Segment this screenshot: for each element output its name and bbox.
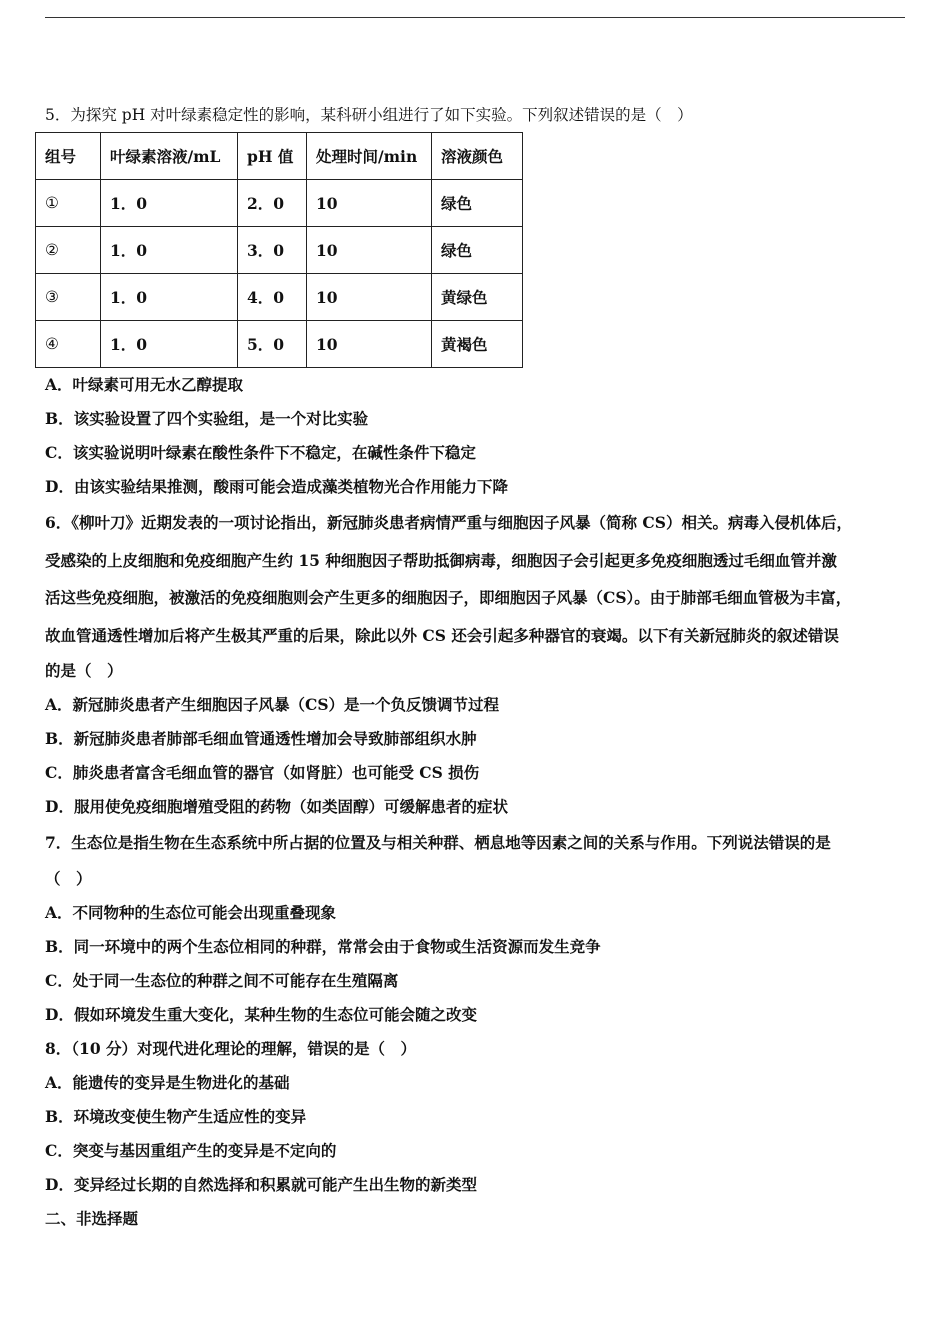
q7-option-c: C．处于同一生态位的种群之间不可能存在生殖隔离	[45, 970, 399, 990]
table-header: 组号	[36, 133, 101, 180]
q5-option-a: A．叶绿素可用无水乙醇提取	[45, 375, 244, 394]
q5-option-d: D．由该实验结果推测，酸雨可能会造成藻类植物光合作用能力下降	[45, 477, 508, 496]
table-header: 处理时间/min	[307, 133, 432, 180]
q6-stem-line: 故血管通透性增加后将产生极其严重的后果，除此以外 CS 还会引起多种器官的衰竭。以下有关新冠肺炎的叙述错误	[45, 625, 839, 645]
q8-option-d: D．变异经过长期的自然选择和积累就可能产生出生物的新类型	[45, 1174, 477, 1194]
q8-option-c: C．突变与基因重组产生的变异是不定向的	[45, 1140, 337, 1160]
exam-page	[45, 98, 915, 1236]
table-row	[36, 321, 523, 368]
section-heading: 二、非选择题	[45, 1208, 139, 1228]
table-cell: 4．0	[238, 274, 307, 321]
q6-stem-line: 受感染的上皮细胞和免疫细胞产生约 15 种细胞因子帮助抵御病毒，细胞因子会引起更多免疫细胞透过毛细血管并激	[45, 550, 837, 570]
table-cell: ①	[36, 180, 101, 227]
table-row	[36, 227, 523, 274]
table-cell: 绿色	[432, 227, 523, 274]
q7-option-d: D．假如环境发生重大变化，某种生物的生态位可能会随之改变	[45, 1004, 477, 1024]
table-cell: 黄绿色	[432, 274, 523, 321]
table-cell: 3．0	[238, 227, 307, 274]
q6-option-b: B．新冠肺炎患者肺部毛细血管通透性增加会导致肺部组织水肿	[45, 729, 477, 748]
table-cell: 5．0	[238, 321, 307, 368]
table-header: pH 值	[238, 133, 307, 180]
q6-stem-line: 的是（ ）	[45, 661, 123, 680]
table-cell: 绿色	[432, 180, 523, 227]
table-cell: 1．0	[101, 180, 238, 227]
q5-option-b: B．该实验设置了四个实验组，是一个对比实验	[45, 409, 369, 428]
q5-table	[35, 132, 523, 368]
table-cell: 10	[307, 321, 432, 368]
q8-option-b: B．环境改变使生物产生适应性的变异	[45, 1106, 307, 1126]
table-cell: 10	[307, 227, 432, 274]
q7-option-a: A．不同物种的生态位可能会出现重叠现象	[45, 902, 337, 922]
table-header-row	[36, 133, 523, 180]
q7-stem-line: 7．生态位是指生物在生态系统中所占据的位置及与相关种群、栖息地等因素之间的关系与作用。下列说法错误的是	[45, 833, 831, 852]
q5-option-c: C．该实验说明叶绿素在酸性条件下不稳定，在碱性条件下稳定	[45, 443, 476, 462]
table-cell: 10	[307, 180, 432, 227]
table-cell: ④	[36, 321, 101, 368]
q6-stem-line: 活这些免疫细胞，被激活的免疫细胞则会产生更多的细胞因子，即细胞因子风暴（CS）。由于肺部毛细血管极为丰富，	[45, 588, 852, 607]
table-cell: 10	[307, 274, 432, 321]
table-row	[36, 180, 523, 227]
table-cell: ②	[36, 227, 101, 274]
table-cell: 1．0	[101, 321, 238, 368]
q6-option-a: A．新冠肺炎患者产生细胞因子风暴（CS）是一个负反馈调节过程	[45, 695, 500, 714]
table-cell: 1．0	[101, 274, 238, 321]
table-header: 溶液颜色	[432, 133, 523, 180]
table-cell: ③	[36, 274, 101, 321]
table-cell: 黄褐色	[432, 321, 523, 368]
q8-stem: 8．（10 分）对现代进化理论的理解，错误的是（ ）	[45, 1038, 417, 1058]
q7-option-b: B．同一环境中的两个生态位相同的种群，常常会由于食物或生活资源而发生竞争	[45, 936, 601, 956]
q6-stem-line: 6．《柳叶刀》近期发表的一项讨论指出，新冠肺炎患者病情严重与细胞因子风暴（简称 CS）相关。病毒入侵机体后，	[45, 513, 852, 532]
q7-stem-line: （ ）	[45, 868, 92, 888]
header-rule	[45, 17, 905, 18]
table-cell: 1．0	[101, 227, 238, 274]
q6-option-c: C．肺炎患者富含毛细血管的器官（如肾脏）也可能受 CS 损伤	[45, 763, 480, 782]
table-cell: 2．0	[238, 180, 307, 227]
table-header: 叶绿素溶液/mL	[101, 133, 238, 180]
q5-stem: 5．为探究 pH 对叶绿素稳定性的影响，某科研小组进行了如下实验。下列叙述错误的是（ ）	[45, 106, 693, 124]
q6-option-d: D．服用使免疫细胞增殖受阻的药物（如类固醇）可缓解患者的症状	[45, 797, 508, 816]
q8-option-a: A．能遗传的变异是生物进化的基础	[45, 1072, 290, 1092]
table-row	[36, 274, 523, 321]
